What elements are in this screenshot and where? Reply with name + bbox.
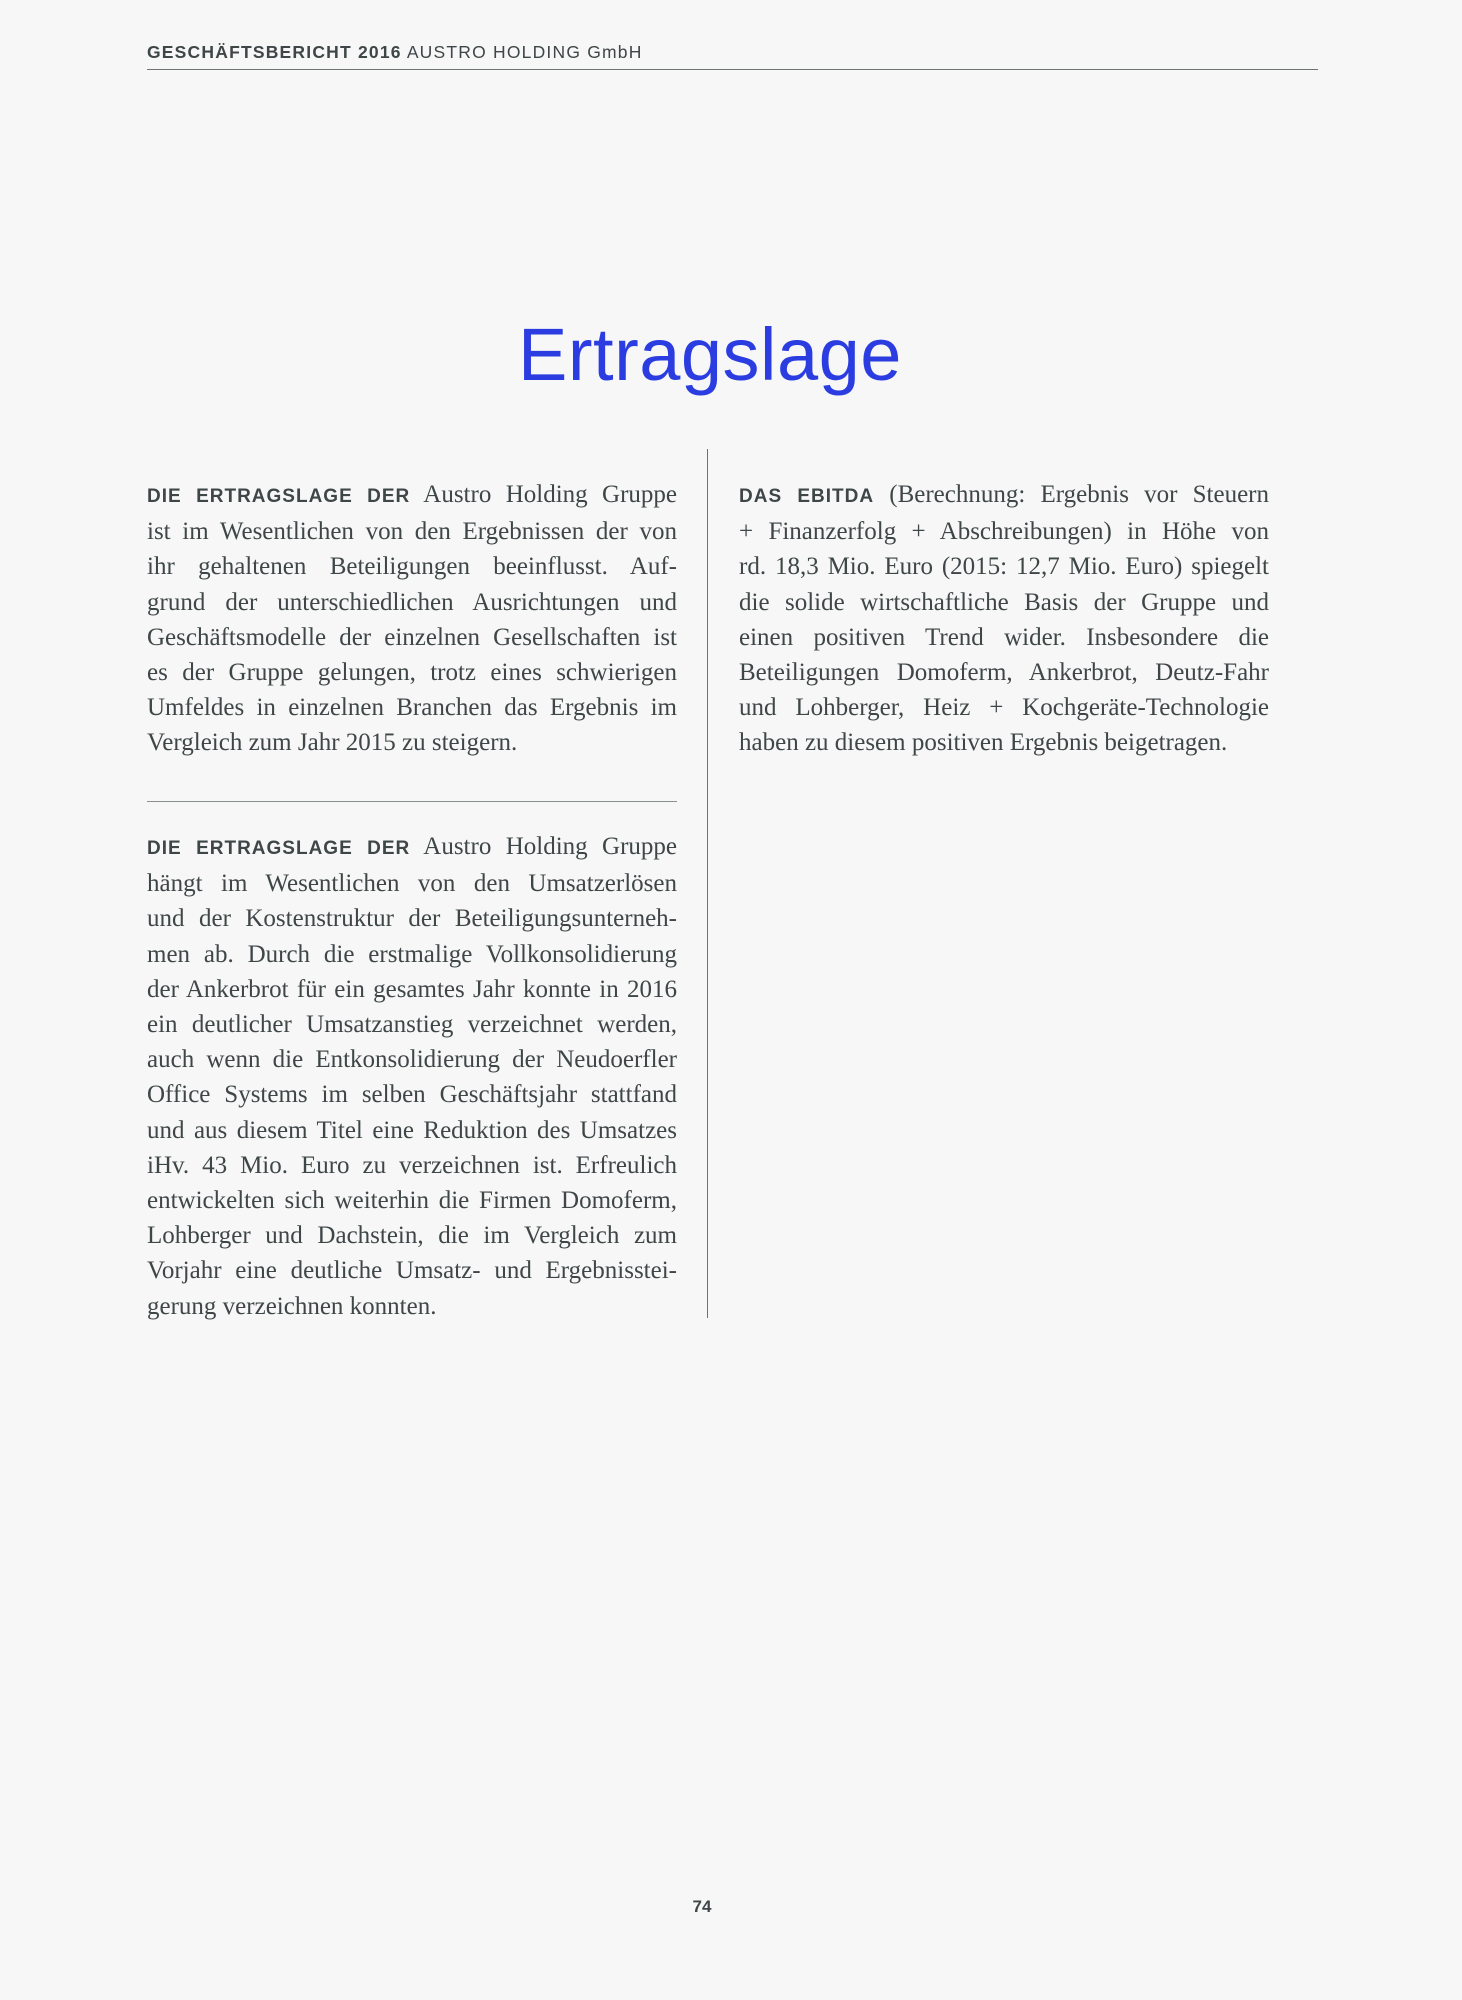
paragraph-line: ist im Wesentlichen von den Ergebnissen der von — [147, 518, 677, 546]
paragraph-line: grund der unterschiedlichen Ausrichtungen und — [147, 588, 677, 616]
paragraph-line — [147, 477, 677, 514]
paragraph-lead-in: DIE ERTRAGSLAGE DER — [147, 486, 411, 507]
paragraph-line: Beteiligungen Domoferm, Ankerbrot, Deutz-Fahr — [739, 659, 1269, 687]
paragraph-line: Geschäftsmodelle der einzelnen Gesellschaften ist — [147, 623, 677, 651]
paragraph-line: entwickelten sich weiterhin die Firmen Domoferm, — [147, 1187, 677, 1215]
paragraph-line: + Finanzerfolg + Abschreibungen) in Höhe von — [739, 518, 1269, 546]
header-company-name: AUSTRO HOLDING GmbH — [406, 42, 643, 62]
page-number: 74 — [692, 1897, 712, 1916]
page-title: Ertragslage — [518, 312, 902, 396]
header-report-title: GESCHÄFTSBERICHT 2016 — [147, 42, 402, 62]
column-divider — [707, 449, 708, 1318]
paragraph-line: Lohberger und Dachstein, die im Vergleich zum — [147, 1222, 677, 1250]
paragraph-line: und der Kostenstruktur der Beteiligungsunterneh- — [147, 905, 677, 933]
paragraph-line: und aus diesem Titel eine Reduktion des Umsatzes — [147, 1116, 677, 1144]
section-divider — [147, 801, 677, 802]
paragraph-line: die solide wirtschaftliche Basis der Gruppe und — [739, 588, 1269, 616]
paragraph-line: auch wenn die Entkonsolidierung der Neudoerfler — [147, 1046, 677, 1074]
paragraph-ertragslage-2 — [147, 829, 677, 1324]
paragraph-line: Vergleich zum Jahr 2015 zu steigern. — [147, 729, 518, 757]
paragraph-line: Office Systems im selben Geschäftsjahr stattfand — [147, 1081, 677, 1109]
paragraph-line: ein deutlicher Umsatzanstieg verzeichnet werden, — [147, 1011, 677, 1039]
paragraph-line: Umfeldes in einzelnen Branchen das Ergebnis im — [147, 694, 677, 722]
paragraph-line: rd. 18,3 Mio. Euro (2015: 12,7 Mio. Euro) spiegelt — [739, 553, 1269, 581]
paragraph-line: men ab. Durch die erstmalige Vollkonsolidierung — [147, 940, 677, 968]
line-text: (Berechnung: Ergebnis vor Steuern — [889, 481, 1270, 508]
line-text: Austro Holding Gruppe — [423, 481, 677, 508]
paragraph-lead-in: DIE ERTRAGSLAGE DER — [147, 838, 411, 859]
paragraph-line: hängt im Wesentlichen von den Umsatzerlösen — [147, 870, 677, 898]
paragraph-line: der Ankerbrot für ein gesamtes Jahr konnte in 2016 — [147, 975, 677, 1003]
running-header — [147, 42, 1318, 70]
paragraph-ebitda — [739, 477, 1269, 761]
paragraph-line: einen positiven Trend wider. Insbesondere die — [739, 623, 1269, 651]
paragraph-line: Vorjahr eine deutliche Umsatz- und Ergebnisstei- — [147, 1257, 677, 1285]
paragraph-line: es der Gruppe gelungen, trotz eines schwierigen — [147, 659, 677, 687]
paragraph-line: haben zu diesem positiven Ergebnis beigetragen. — [739, 729, 1228, 757]
paragraph-line — [147, 829, 677, 866]
paragraph-line — [739, 477, 1269, 514]
paragraph-ertragslage-1 — [147, 477, 677, 761]
paragraph-lead-in: DAS EBITDA — [739, 486, 875, 507]
paragraph-line: ihr gehaltenen Beteiligungen beeinflusst. Auf- — [147, 553, 677, 581]
paragraph-line: und Lohberger, Heiz + Kochgeräte-Technologie — [739, 694, 1269, 722]
line-text: Austro Holding Gruppe — [423, 833, 677, 860]
paragraph-line: iHv. 43 Mio. Euro zu verzeichnen ist. Erfreulich — [147, 1151, 677, 1179]
paragraph-line: gerung verzeichnen konnten. — [147, 1292, 437, 1320]
